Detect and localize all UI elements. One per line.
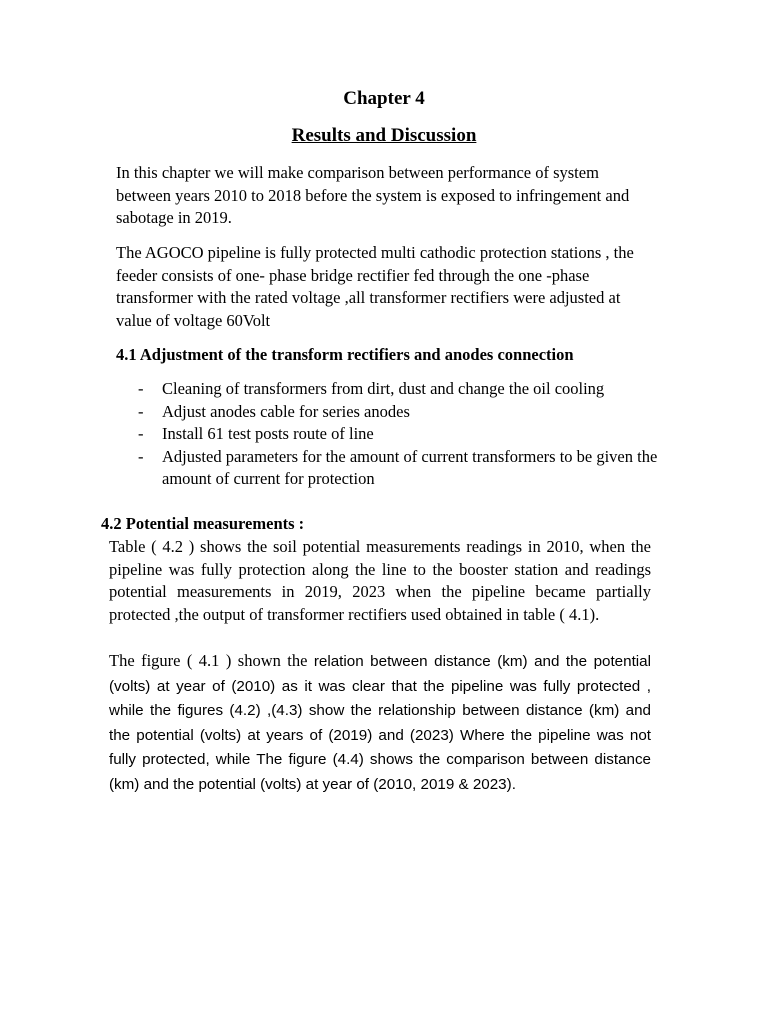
adjustment-list bbox=[116, 378, 661, 491]
paragraph-2-serif-run: The figure ( 4.1 ) shown the bbox=[109, 651, 314, 670]
list-item-text: Cleaning of transformers from dirt, dust and change the oil cooling bbox=[162, 379, 605, 398]
bullet-dash: - bbox=[138, 379, 144, 398]
chapter-title: Chapter 4 bbox=[343, 88, 425, 109]
list-item-text: Adjust anodes cable for series anodes bbox=[162, 401, 410, 421]
section-4-2-heading: 4.2 Potential measurements : bbox=[101, 514, 305, 533]
list-item bbox=[116, 401, 661, 424]
list-item-text: Adjusted parameters for the amount of current transformers to be given the amount of current for protection bbox=[162, 446, 658, 488]
list-item bbox=[116, 378, 661, 401]
chapter-subtitle: Results and Discussion bbox=[291, 125, 477, 146]
list-item bbox=[116, 446, 661, 491]
bullet-dash: - bbox=[138, 424, 144, 443]
list-item bbox=[116, 423, 661, 446]
paragraph-2-sans-run: relation between distance (km) and the potential (volts) at year of (2010) as it was clear that the pipeline was fully protected , while the figures (4.2) ,(4.3) show the relationship between distance (km) and the potential (volts) at years of (2019) and (2023) Where the pipeline was not fully protected, while The figure (4.4) shows the comparison between distance (km) and the potential (volts) at year of (2010, 2019 & 2023). bbox=[109, 653, 651, 793]
potential-paragraph-1: Table ( 4.2 ) shows the soil potential measurements readings in 2010, when the pipeline was fully protection along the line to the booster station and readings potential measurements in 2019, 2023 when the pipeline became partially protected ,the output of transformer rectifiers used obtained in table ( 4.1). bbox=[109, 537, 651, 624]
bullet-dash: - bbox=[138, 401, 144, 421]
intro-paragraph-2: The AGOCO pipeline is fully protected multi cathodic protection stations , the feeder consists of one- phase bridge rectifier fed through the one -phase transformer with the rated voltage ,all transformer rectifiers were adjusted at value of voltage 60Volt bbox=[116, 243, 634, 330]
section-4-1-heading: 4.1 Adjustment of the transform rectifiers and anodes connection bbox=[116, 345, 574, 364]
intro-paragraph-1: In this chapter we will make comparison between performance of system between years 2010 to 2018 before the system is exposed to infringement and sabotage in 2019. bbox=[116, 163, 630, 227]
potential-paragraph-2 bbox=[109, 649, 651, 797]
bullet-dash: - bbox=[138, 446, 144, 466]
list-item-text: Install 61 test posts route of line bbox=[162, 424, 374, 443]
